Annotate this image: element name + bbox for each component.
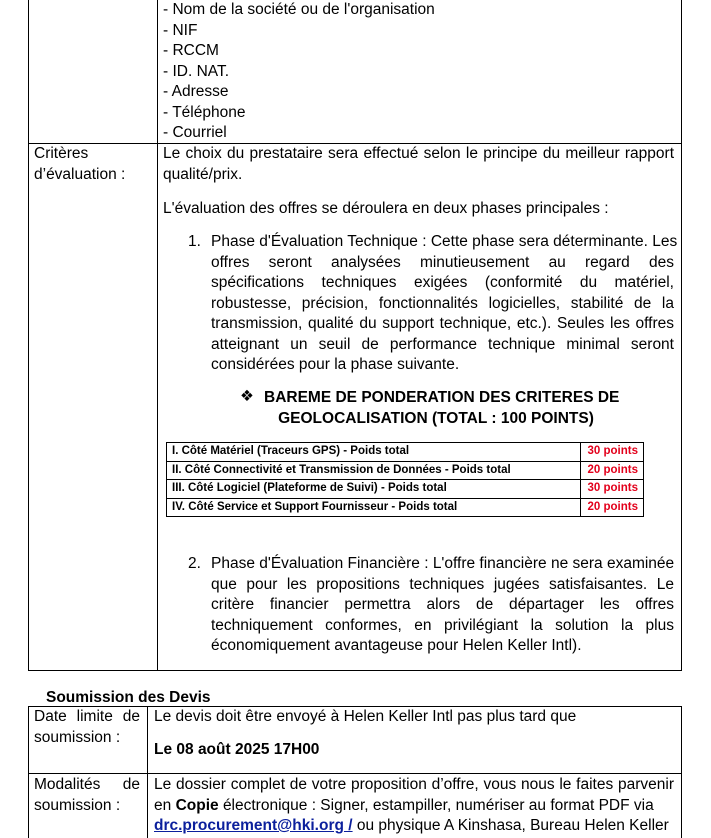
criteria-label-line2: d’évaluation : xyxy=(34,165,126,183)
table2-row-divider xyxy=(28,773,682,774)
phase1-line: transmission, qualité du support technique, etc.). Seules les offres xyxy=(211,315,674,332)
list-item: - Téléphone xyxy=(163,103,246,121)
bareme-title-line2: GEOLOCALISATION (TOTAL : 100 POINTS) xyxy=(278,410,594,427)
table-row xyxy=(167,443,644,462)
phase1-line: spécifications techniques exigées (conformité du matériel, xyxy=(211,274,674,291)
table-row xyxy=(167,498,644,517)
modalities-label-line1: Modalités de xyxy=(34,776,140,793)
criteria-intro-line1: Le choix du prestataire sera effectué selon le principe du meilleur rapport xyxy=(163,145,674,162)
table2-right-border xyxy=(681,706,682,838)
table2-left-border xyxy=(28,706,29,838)
phase2-line: que pour les propositions techniques jugées satisfaisantes. Le xyxy=(211,575,674,593)
phase1-line: Phase d'Évaluation Technique : Cette phase sera déterminante. Les xyxy=(211,233,678,250)
modalities-line3 xyxy=(154,816,669,837)
bareme-criterion: I. Côté Matériel (Traceurs GPS) - Poids total xyxy=(167,443,581,462)
list-item: - Adresse xyxy=(163,83,229,100)
phase2-line: critère financier permettra alors de départager les offres xyxy=(211,596,674,613)
modalities-line2 xyxy=(154,796,654,817)
list-item: - NIF xyxy=(163,21,198,39)
modalities-text: électronique : Signer, estampiller, numériser au format PDF via xyxy=(222,796,654,814)
criteria-intro-line2: qualité/prix. xyxy=(163,165,243,183)
email-link-suffix[interactable]: / xyxy=(343,817,353,834)
table-row xyxy=(167,461,644,480)
table-row xyxy=(167,480,644,499)
phase1-line: considérées pour la phase suivante. xyxy=(211,356,460,373)
email-link[interactable]: drc.procurement@hki.org xyxy=(154,817,344,834)
deadline-text: Le devis doit être envoyé à Helen Keller Intl pas plus tard que xyxy=(154,708,577,725)
bareme-criterion: III. Côté Logiciel (Plateforme de Suivi) - Poids total xyxy=(167,480,581,499)
bareme-points: 20 points xyxy=(581,498,644,517)
phase1-line: offres seront analysées minutieusement au regard des xyxy=(211,253,674,271)
modalities-label-line2: soumission : xyxy=(34,796,121,814)
phase2-line: Phase d'Évaluation Financière : L'offre financière ne sera examinée xyxy=(211,555,675,572)
deadline-label-line2: soumission : xyxy=(34,728,121,746)
table2-column-divider xyxy=(147,706,148,838)
table-bottom-border xyxy=(28,670,682,671)
phase1-line: atteignant un seuil de performance technique minimal seront xyxy=(211,335,674,353)
deadline-label-line1: Date limite de xyxy=(34,708,140,725)
table-right-border xyxy=(681,0,682,671)
phase1-number: 1. xyxy=(188,233,201,250)
bareme-title-line1: BAREME DE PONDERATION DES CRITERES DE xyxy=(264,389,620,406)
phase2-number: 2. xyxy=(188,555,201,572)
copie-word: Copie xyxy=(175,796,219,814)
table-column-divider xyxy=(157,0,158,671)
phase1-line: robustesse, précision, fonctionnalités logicielles, stabilité de la xyxy=(211,294,674,312)
bareme-points: 30 points xyxy=(581,480,644,499)
criteria-label-line1: Critères xyxy=(34,145,89,162)
bareme-table xyxy=(166,442,644,517)
list-item: - RCCM xyxy=(163,42,219,59)
modalities-text: ou physique A Kinshasa, Bureau Helen Keller xyxy=(352,817,669,834)
deadline-date: Le 08 août 2025 17H00 xyxy=(154,741,320,758)
list-item: - ID. NAT. xyxy=(163,62,230,80)
modalities-text: en xyxy=(154,796,172,814)
diamond-bullet-icon: ❖ xyxy=(240,388,254,405)
bareme-points: 30 points xyxy=(581,443,644,462)
phase2-line: économiquement avantageuse pour Helen Keller Intl). xyxy=(211,637,582,654)
phase2-line: techniquement conformes, en privilégiant la solution la plus xyxy=(211,616,674,634)
bareme-points: 20 points xyxy=(581,461,644,480)
modalities-line1: Le dossier complet de votre proposition d’offre, vous nous le faites parvenir xyxy=(154,776,674,793)
submission-heading: Soumission des Devis xyxy=(46,689,211,706)
table-top-border-left xyxy=(28,0,29,671)
phases-intro: L'évaluation des offres se déroulera en deux phases principales : xyxy=(163,200,609,217)
list-item: - Nom de la société ou de l'organisation xyxy=(163,1,435,18)
list-item: - Courriel xyxy=(163,124,227,141)
bareme-criterion: II. Côté Connectivité et Transmission de Données - Poids total xyxy=(167,461,581,480)
bareme-criterion: IV. Côté Service et Support Fournisseur - Poids total xyxy=(167,498,581,517)
